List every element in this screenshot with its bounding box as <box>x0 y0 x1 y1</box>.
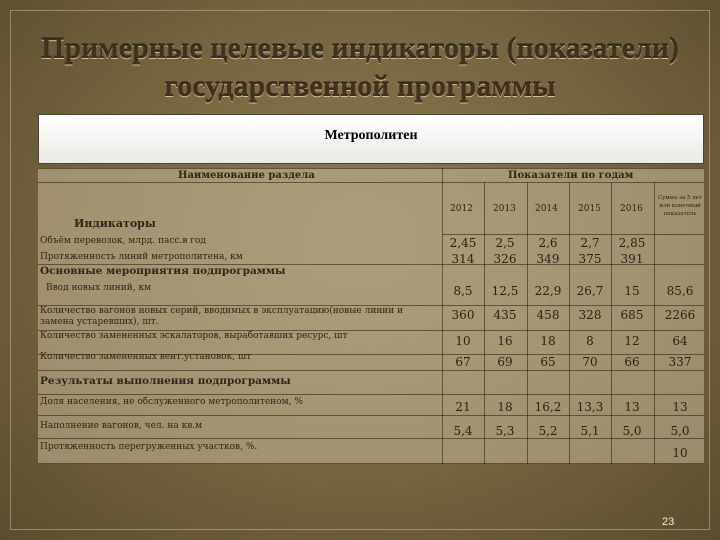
year-header: 2013 <box>493 204 516 214</box>
year-header: 2016 <box>620 204 643 214</box>
table-cell: 67 <box>455 355 471 369</box>
table-cell: 8 <box>586 334 594 348</box>
slide-title <box>0 30 720 106</box>
table-cell: 16 <box>497 334 513 348</box>
row-label: Объём перевозок, млрд. пасс.в год <box>40 236 206 246</box>
row-label: Ввод новых линий, км <box>46 283 152 293</box>
table-cell: 65 <box>540 355 556 369</box>
table-cell: 326 <box>493 252 517 266</box>
table-cell: 314 <box>451 252 475 266</box>
table-cell: 15 <box>624 284 640 298</box>
table-cell: 22,9 <box>534 284 562 298</box>
grid-line <box>442 234 704 235</box>
row-label: Доля населения, не обслуженного метрополитеном, % <box>40 397 303 407</box>
table-cell: 349 <box>536 252 560 266</box>
table-cell-total: 13 <box>672 400 688 414</box>
table-cell: 2,6 <box>538 236 558 250</box>
section-heading: Основные мероприятия подпрограммы <box>40 265 286 277</box>
grid-line <box>38 463 704 464</box>
table-cell: 458 <box>536 308 560 322</box>
table-cell: 12,5 <box>491 284 519 298</box>
table-cell: 70 <box>582 355 598 369</box>
section-heading: Результаты выполнения подпрограммы <box>40 375 291 387</box>
row-label: Количество замененных вент.установок, шт <box>40 352 252 362</box>
table-cell: 21 <box>455 400 471 414</box>
table-cell: 5,2 <box>538 424 558 438</box>
page-number: 23 <box>662 516 675 528</box>
grid-line <box>38 370 704 371</box>
subheader-indicators: Индикаторы <box>74 217 156 230</box>
grid-line <box>38 168 704 169</box>
row-label: Протяженность перегруженных участков, %. <box>40 442 258 452</box>
row-label: Наполнение вагонов, чел. на кв.м <box>40 421 203 431</box>
table-cell: 391 <box>620 252 644 266</box>
table-cell: 12 <box>624 334 640 348</box>
row-label: Протяженность линий метрополитена, км <box>40 252 243 262</box>
table-cell: 26,7 <box>576 284 604 298</box>
grid-line <box>38 415 704 416</box>
year-header: 2015 <box>578 204 601 214</box>
indicators-table <box>38 168 704 464</box>
table-cell: 435 <box>493 308 517 322</box>
grid-line <box>38 182 704 183</box>
grid-line <box>38 394 704 395</box>
table-cell: 18 <box>497 400 513 414</box>
grid-line <box>484 182 485 464</box>
slide-title-line-2: государственной программы <box>164 70 556 103</box>
table-cell: 2,45 <box>449 236 477 250</box>
column-header-section: Наименование раздела <box>178 170 315 181</box>
row-label: Количество замененных эскалаторов, выработавших ресурс, шт <box>40 331 348 341</box>
year-header: 2012 <box>450 204 473 214</box>
table-cell: 16,2 <box>534 400 562 414</box>
table-cell-total: 10 <box>672 446 688 460</box>
table-cell: 685 <box>620 308 644 322</box>
table-cell-total: 5,0 <box>670 424 690 438</box>
table-cell: 5,1 <box>580 424 600 438</box>
grid-line <box>38 438 704 439</box>
grid-line <box>654 182 655 464</box>
table-cell: 328 <box>578 308 602 322</box>
column-header-indicators: Показатели по годам <box>508 170 634 181</box>
table-cell: 66 <box>624 355 640 369</box>
table-cell: 10 <box>455 334 471 348</box>
table-caption: Метрополитен <box>324 128 418 143</box>
table-cell: 5,4 <box>453 424 473 438</box>
table-cell-total: 64 <box>672 334 688 348</box>
table-caption-box <box>38 114 704 164</box>
grid-line <box>569 182 570 464</box>
sum-header: Сумма за 5 лет или конечный показатель <box>657 195 703 217</box>
grid-line <box>527 182 528 464</box>
table-cell: 2,7 <box>580 236 600 250</box>
year-header: 2014 <box>535 204 558 214</box>
table-cell: 13 <box>624 400 640 414</box>
slide-title-line-1: Примерные целевые индикаторы (показатели) <box>40 32 680 65</box>
table-cell: 8,5 <box>453 284 473 298</box>
table-cell: 5,3 <box>495 424 515 438</box>
table-cell-total: 337 <box>668 355 692 369</box>
table-cell: 375 <box>578 252 602 266</box>
table-cell: 13,3 <box>576 400 604 414</box>
row-label: Количество вагонов новых серий, вводимых в эксплуатацию(новые линии и замена устаревших), шт. <box>40 306 404 327</box>
table-cell-total: 85,6 <box>666 284 694 298</box>
grid-line <box>611 182 612 464</box>
table-cell: 69 <box>497 355 513 369</box>
table-cell: 2,5 <box>495 236 515 250</box>
table-cell-total: 2266 <box>664 308 696 322</box>
table-cell: 2,85 <box>618 236 646 250</box>
table-cell: 18 <box>540 334 556 348</box>
table-cell: 5,0 <box>622 424 642 438</box>
table-cell: 360 <box>451 308 475 322</box>
